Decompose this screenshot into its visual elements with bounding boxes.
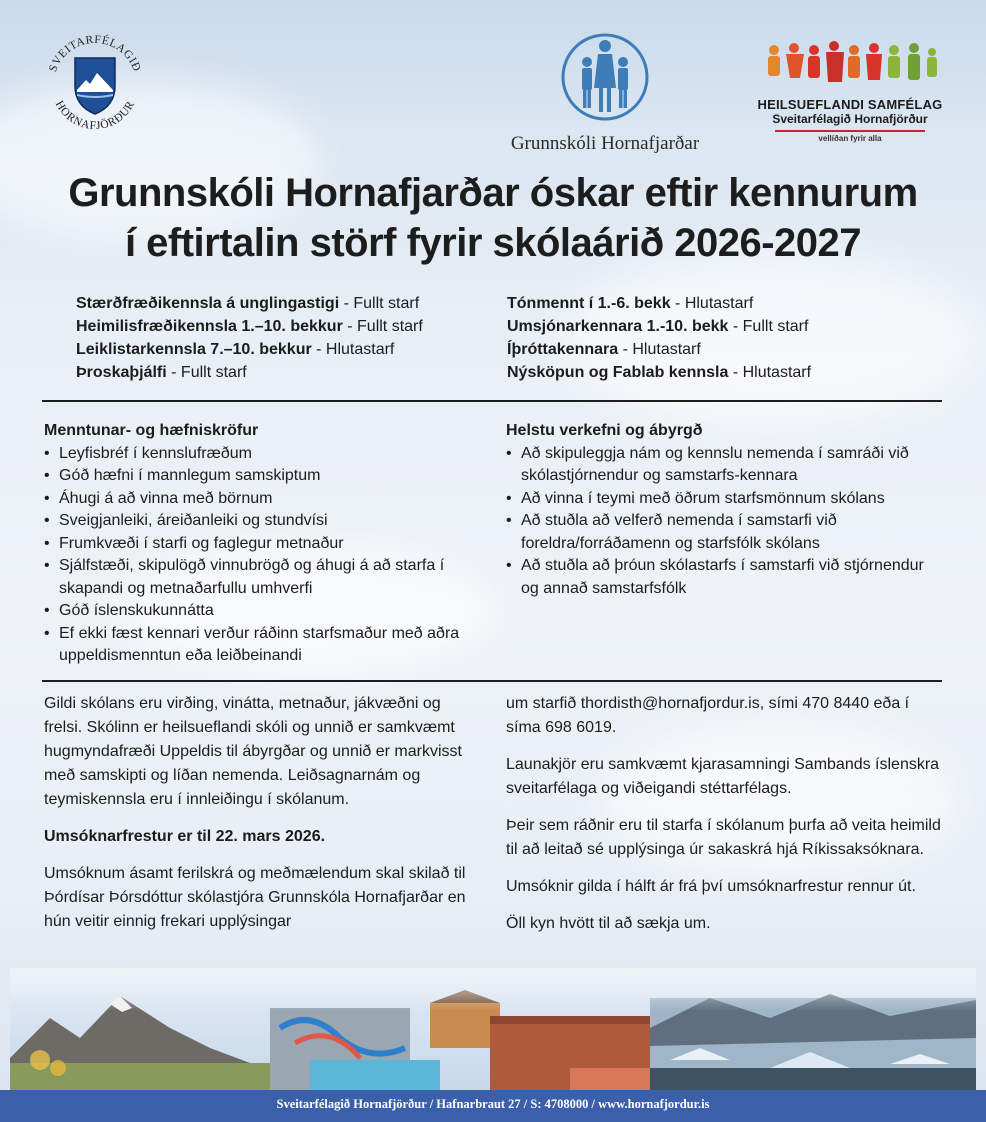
photo-collage	[10, 968, 976, 1090]
health-community-subtitle: Sveitarfélagið Hornafjörður	[772, 112, 928, 126]
list-item: • Að stuðla að þróun skólastarfs í samstarfi við stjórnendur og annað samstarfsfólk	[506, 555, 936, 600]
divider	[775, 130, 925, 132]
position-item	[507, 338, 947, 361]
duties-list	[506, 443, 936, 601]
school-values-paragraph: Gildi skólans eru virðing, vinátta, metnaður, jákvæðni og frelsi. Skólinn er heilsueflandi skóli og unnið er samkvæmt hugmyndafræði Uppeldis til ábyrgðar og unnið er markvisst með samskipti og líðan nemenda. Leiðsagnarnám og teymiskennsla eru í innleiðingu í skólanum.	[44, 695, 462, 808]
position-type: - Fullt starf	[166, 364, 247, 381]
requirements-section	[44, 420, 484, 668]
page-title	[0, 168, 986, 268]
application-paragraph: Umsóknum ásamt ferilskrá og meðmælendum skal skilað til Þórdísar Þórsdóttur skólastjóra Grunnskóla Hornafjarðar en hún veitir einnig frekari upplýsingar	[44, 865, 466, 930]
validity-paragraph: Umsóknir gilda í hálft ár frá því umsóknarfrestur rennur út.	[506, 878, 916, 895]
duties-heading: Helstu verkefni og ábyrgð	[506, 422, 703, 439]
footer-contact-text: Sveitarfélagið Hornafjörður / Hafnarbraut 27 / S: 4708000 / www.hornafjordur.is	[276, 1097, 710, 1111]
headline-line-2: í eftirtalin störf fyrir skólaárið 2026-2027	[124, 221, 862, 265]
position-type: - Fullt starf	[339, 295, 420, 312]
school-logo	[500, 28, 710, 155]
list-item: • Leyfisbréf í kennslufræðum	[44, 443, 484, 466]
position-item	[507, 361, 947, 384]
list-item: • Frumkvæði í starfi og faglegur metnaður	[44, 533, 484, 556]
position-title: Leiklistarkennsla 7.–10. bekkur	[76, 341, 312, 358]
position-type: - Hlutastarf	[670, 295, 754, 312]
health-community-logo	[750, 38, 950, 143]
list-item: • Sveigjanleiki, áreiðanleiki og stundvísi	[44, 510, 484, 533]
divider-rule-top	[42, 400, 942, 402]
criminal-record-paragraph: Þeir sem ráðnir eru til starfa í skólanum þurfa að veita heimild til að leitað sé upplýsinga úr sakaskrá hjá Ríkissaksóknara.	[506, 817, 941, 858]
seal-top-text: SVEITARFÉLAGIÐ	[47, 33, 143, 74]
municipality-seal-logo	[40, 28, 150, 138]
list-item: • Góð hæfni í mannlegum samskiptum	[44, 465, 484, 488]
footer-bar	[0, 1090, 986, 1122]
list-item: • Góð íslenskukunnátta	[44, 600, 484, 623]
position-type: - Hlutastarf	[618, 341, 701, 358]
position-type: - Hlutastarf	[728, 364, 812, 381]
body-column-right	[506, 692, 946, 949]
application-contact-paragraph: um starfið thordisth@hornafjordur.is, sími 470 8440 eða í síma 698 6019.	[506, 695, 910, 736]
list-item: • Að skipuleggja nám og kennslu nemenda í samráði við skólastjórnendur og samstarfs-kennara	[506, 443, 936, 488]
position-title: Stærðfræðikennsla á unglingastigi	[76, 295, 340, 312]
position-title: Tónmennt í 1.-6. bekk	[507, 295, 671, 312]
positions-list-right	[507, 292, 947, 384]
salary-paragraph: Launakjör eru samkvæmt kjarasamningi Sambands íslenskra sveitarfélaga og viðeigandi stéttarfélags.	[506, 756, 940, 797]
list-item: • Að vinna í teymi með öðrum starfsmönnum skólans	[506, 488, 936, 511]
seal-bottom-text: HORNAFJÖRÐUR	[52, 98, 138, 133]
position-type: - Fullt starf	[728, 318, 809, 335]
requirements-heading: Menntunar- og hæfniskröfur	[44, 422, 259, 439]
body-column-left	[44, 692, 474, 947]
health-community-slogan: vellíðan fyrir alla	[818, 134, 882, 143]
positions-list-left	[76, 292, 496, 384]
headline-line-1: Grunnskóli Hornafjarðar óskar eftir kennurum	[68, 171, 918, 215]
position-title: Þroskaþjálfi	[76, 364, 167, 381]
health-community-title: HEILSUEFLANDI SAMFÉLAG	[757, 97, 943, 112]
list-item: • Ef ekki fæst kennari verður ráðinn starfsmaður með aðra uppeldismenntun eða leiðbeinandi	[44, 623, 484, 668]
position-type: - Fullt starf	[342, 318, 423, 335]
list-item: • Að stuðla að velferð nemenda í samstarfi við foreldra/forráðamenn og starfsfólk skólans	[506, 510, 936, 555]
duties-section	[506, 420, 936, 600]
children-figures-icon	[560, 28, 650, 126]
landscape-collage-icon	[10, 968, 976, 1090]
list-item: • Sjálfstæði, skipulögð vinnubrögð og áhugi á að starfa í skapandi og metnaðarfullu umhverfi	[44, 555, 484, 600]
application-deadline: Umsóknarfrestur er til 22. mars 2026.	[44, 828, 326, 845]
position-item	[76, 315, 496, 338]
encouragement-paragraph: Öll kyn hvött til að sækja um.	[506, 915, 711, 932]
position-item	[76, 292, 496, 315]
position-title: Umsjónarkennara 1.-10. bekk	[507, 318, 729, 335]
divider-rule-bottom	[42, 680, 942, 682]
position-item	[76, 338, 496, 361]
position-item	[76, 361, 496, 384]
position-item	[507, 315, 947, 338]
requirements-list	[44, 443, 484, 668]
position-title: Nýsköpun og Fablab kennsla	[507, 364, 729, 381]
list-item: • Áhugi á að vinna með börnum	[44, 488, 484, 511]
position-title: Íþróttakennara	[507, 341, 619, 358]
position-item	[507, 292, 947, 315]
active-people-icon	[760, 38, 940, 90]
municipality-seal-icon	[40, 28, 150, 138]
position-type: - Hlutastarf	[311, 341, 395, 358]
school-logo-name: Grunnskóli Hornafjarðar	[510, 133, 700, 154]
position-title: Heimilisfræðikennsla 1.–10. bekkur	[76, 318, 343, 335]
